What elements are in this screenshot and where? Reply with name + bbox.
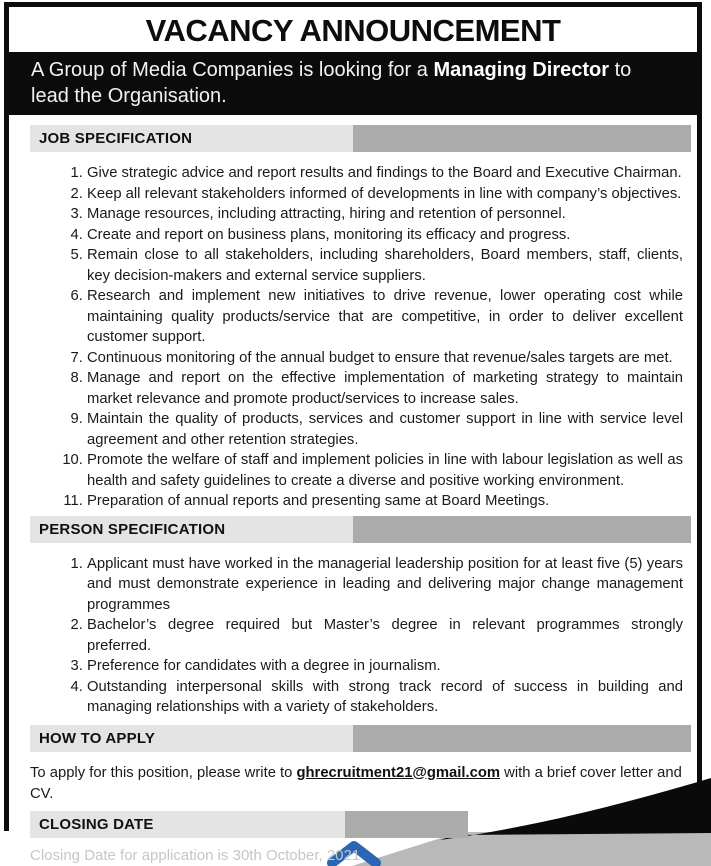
list-item: 11. Preparation of annual reports and presenting same at Board Meetings. xyxy=(87,491,683,512)
document-body xyxy=(9,7,697,866)
person-specification-list xyxy=(37,554,683,718)
list-item: 2. Keep all relevant stakeholders informed of developments in line with company’s objectives. xyxy=(87,184,683,205)
list-item: 2. Bachelor’s degree required but Master’s degree in relevant programmes strongly preferred. xyxy=(87,615,683,656)
intro-banner-highlight: Managing Director xyxy=(433,59,610,81)
section-header-person-specification xyxy=(30,516,691,543)
header-shade-strip xyxy=(345,811,468,838)
page-title: VACANCY ANNOUNCEMENT xyxy=(145,13,561,48)
job-specification-list xyxy=(37,163,683,512)
intro-banner-text-after: to lead the Organisation. xyxy=(31,59,632,107)
closing-date-text: Closing Date for application is 30th October, 2021 xyxy=(30,846,361,864)
header-shade-strip xyxy=(353,725,691,752)
list-item: 9. Maintain the quality of products, services and customer support in line with service level agreement and other retention strategies. xyxy=(87,409,683,450)
apply-instructions xyxy=(30,763,683,805)
list-item: 4. Create and report on business plans, monitoring its efficacy and progress. xyxy=(87,225,683,246)
list-item: 3. Manage resources, including attracting, hiring and retention of personnel. xyxy=(87,204,683,225)
section-heading: CLOSING DATE xyxy=(39,815,154,833)
section-heading: HOW TO APPLY xyxy=(39,729,156,747)
section-header-closing-date xyxy=(30,811,468,838)
list-item: 1. Applicant must have worked in the managerial leadership position for at least five (5) years and must demonstrate experience in leading and delivering major change management programmes xyxy=(87,554,683,616)
intro-banner xyxy=(9,52,697,115)
header-shade-strip xyxy=(353,516,691,543)
header-shade-strip xyxy=(353,125,691,152)
section-heading: JOB SPECIFICATION xyxy=(39,130,193,147)
list-item: 7. Continuous monitoring of the annual budget to ensure that revenue/sales targets are met. xyxy=(87,348,683,369)
section-header-how-to-apply xyxy=(30,725,691,752)
apply-email-link[interactable]: ghrecruitment21@gmail.com xyxy=(296,764,501,781)
intro-banner-text: A Group of Media Companies is looking for a xyxy=(31,59,434,81)
list-item: 8. Manage and report on the effective implementation of marketing strategy to maintain market relevance and promote product/services to increase sales. xyxy=(87,368,683,409)
section-heading: PERSON SPECIFICATION xyxy=(39,520,226,538)
list-item: 4. Outstanding interpersonal skills with strong track record of success in building and managing relationships with a variety of stakeholders. xyxy=(87,677,683,718)
list-item: 3. Preference for candidates with a degree in journalism. xyxy=(87,656,683,677)
list-item: 10. Promote the welfare of staff and implement policies in line with labour legislation as well as health and safety guidelines to create a diverse and positive working environment. xyxy=(87,450,683,491)
list-item: 1. Give strategic advice and report results and findings to the Board and Executive Chairman. xyxy=(87,163,683,184)
list-item: 6. Research and implement new initiatives to drive revenue, lower operating cost while maintaining quality products/service that are competitive, in order to deliver excellent customer support. xyxy=(87,286,683,348)
apply-text-before: To apply for this position, please write to xyxy=(30,764,297,781)
list-item: 5. Remain close to all stakeholders, including shareholders, Board members, staff, clients, key decision-makers and external service suppliers. xyxy=(87,245,683,286)
section-header-job-specification xyxy=(30,125,691,152)
apply-text-after: with a brief cover letter and CV. xyxy=(30,764,682,802)
